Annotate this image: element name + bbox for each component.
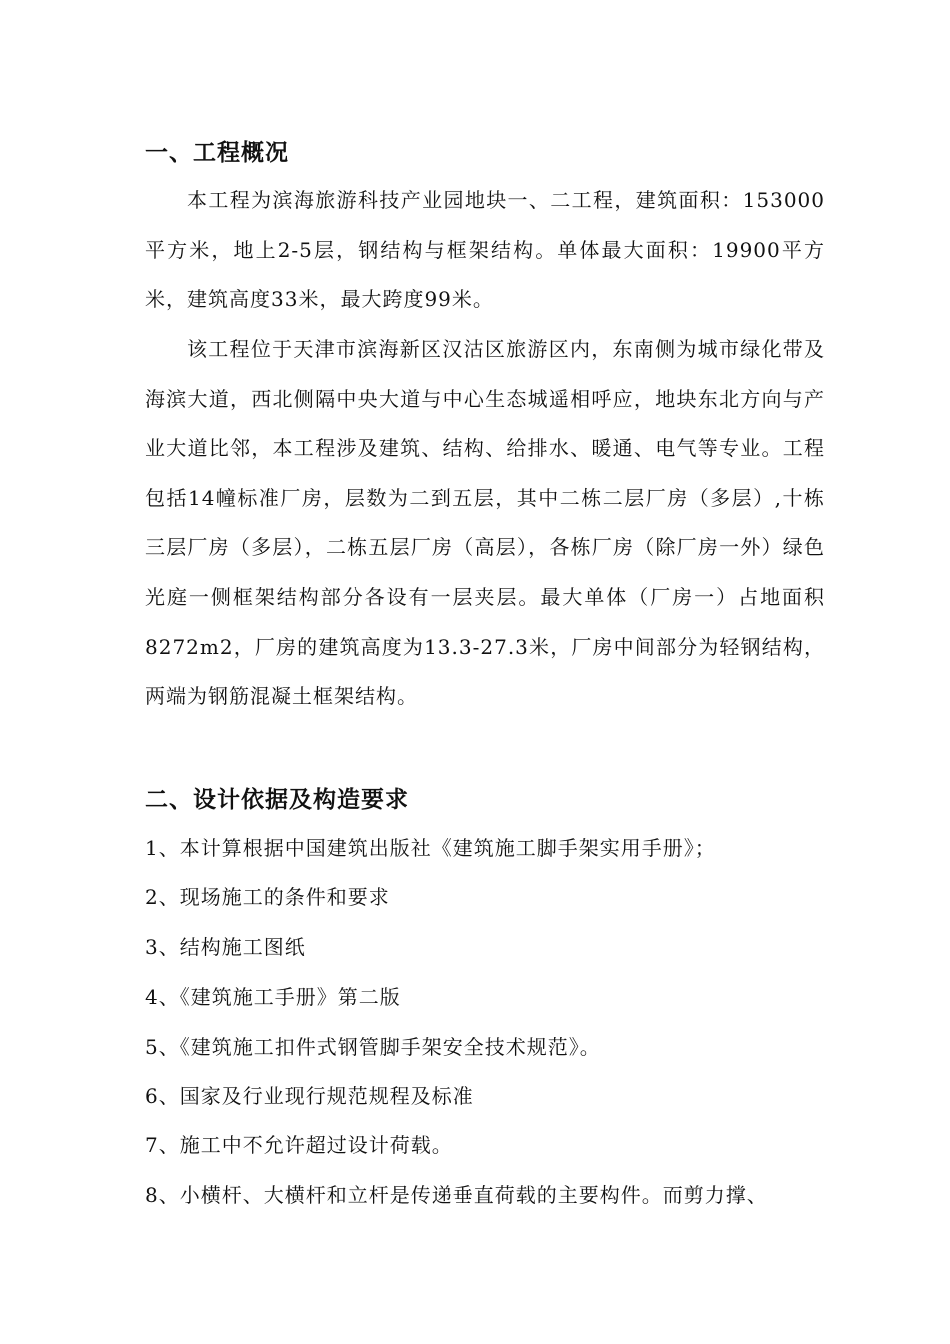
list-item-4: 4、《建筑施工手册》第二版 bbox=[145, 985, 401, 1009]
section-2-heading: 二、设计依据及构造要求 bbox=[145, 787, 409, 813]
list-item-7: 7、施工中不允许超过设计荷载。 bbox=[145, 1133, 453, 1157]
section-1-heading: 一、工程概况 bbox=[145, 140, 289, 166]
section-1-paragraph-2: 该工程位于天津市滨海新区汉沽区旅游区内，东南侧为城市绿化带及海滨大道，西北侧隔中央大道与中心生态城遥相呼应，地块东北方向与产业大道比邻，本工程涉及建筑、结构、给排水、暖通、电气等专业。工程包括14幢标准厂房，层数为二到五层，其中二栋二层厂房（多层）,十栋三层厂房（多层），二栋五层厂房（高层），各栋厂房（除厂房一外）绿色光庭一侧框架结构部分各设有一层夹层。最大单体（厂房一）占地面积8272m2，厂房的建筑高度为13.3-27.3米，厂房中间部分为轻钢结构，两端为钢筋混凝土框架结构。 bbox=[145, 337, 825, 709]
list-item-5: 5、《建筑施工扣件式钢管脚手架安全技术规范》。 bbox=[145, 1035, 601, 1059]
list-item-1: 1、本计算根据中国建筑出版社《建筑施工脚手架实用手册》； bbox=[145, 836, 716, 860]
list-item-8: 8、小横杆、大横杆和立杆是传递垂直荷载的主要构件。而剪力撑、 bbox=[145, 1183, 768, 1207]
list-item-2: 2、现场施工的条件和要求 bbox=[145, 885, 390, 909]
list-item-6: 6、国家及行业现行规范规程及标准 bbox=[145, 1084, 474, 1108]
list-item-3: 3、结构施工图纸 bbox=[145, 935, 306, 959]
section-1-paragraph-1: 本工程为滨海旅游科技产业园地块一、二工程，建筑面积：153000平方米，地上2-5层，钢结构与框架结构。单体最大面积：19900平方米，建筑高度33米，最大跨度99米。 bbox=[145, 188, 825, 312]
